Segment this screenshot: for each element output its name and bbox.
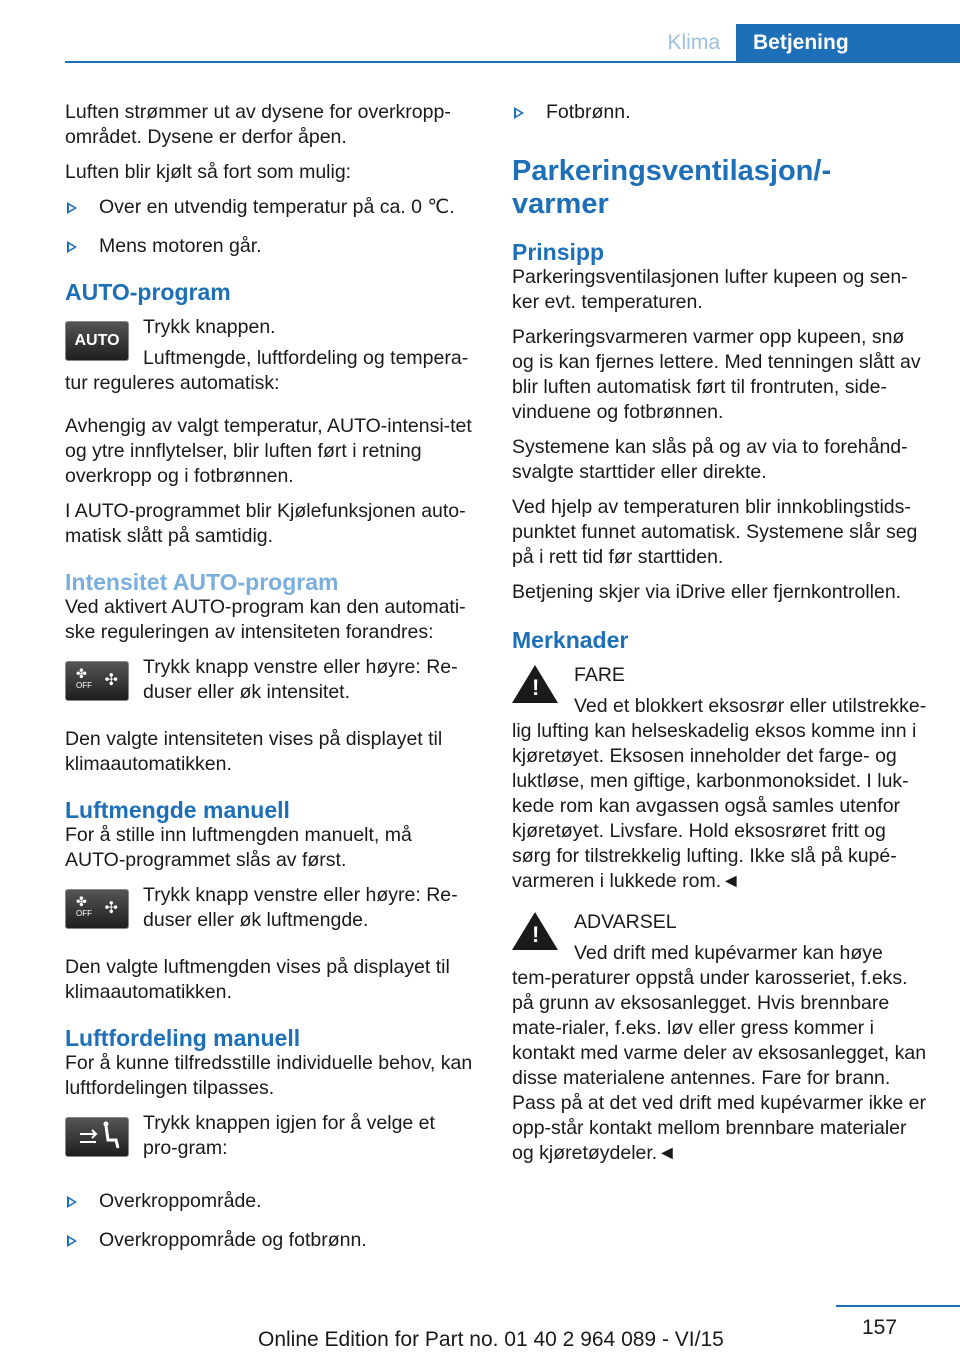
- paragraph: Trykk knappen igjen for å velge et pro-gram:: [143, 1112, 435, 1159]
- paragraph: Parkeringsventilasjonen lufter kupeen og sen-ker evt. temperaturen.: [512, 266, 908, 313]
- distribution-block: [65, 1111, 475, 1171]
- warning-triangle-icon: !: [512, 665, 558, 703]
- paragraph: Trykk knapp venstre eller høyre: Re-duser eller øk luftmengde.: [143, 884, 458, 931]
- paragraph: Ved hjelp av temperaturen blir innkoblingstids-punktet funnet automatisk. Systemene slår seg på i rett tid før starttiden.: [512, 496, 918, 568]
- triangle-bullet-icon: [67, 241, 77, 253]
- warning-title: ADVARSEL: [574, 911, 677, 933]
- section-heading-merknader: Merknader: [512, 627, 629, 653]
- footer-rule: [836, 1305, 960, 1307]
- fan-large-icon: ✣: [104, 900, 118, 917]
- left-column: [65, 100, 475, 1267]
- auto-button-image: AUTO: [65, 321, 129, 361]
- warning-fare: [512, 663, 927, 894]
- warning-advarsel: [512, 910, 927, 1166]
- bullet-list: [65, 1189, 475, 1253]
- paragraph: Luften blir kjølt så fort som mulig:: [65, 161, 352, 183]
- section-title-parkering: Parkeringsventilasjon/-varmer: [512, 155, 832, 220]
- fan-large-icon: ✣: [104, 672, 118, 689]
- triangle-bullet-icon: [514, 107, 524, 119]
- footer-edition: Online Edition for Part no. 01 40 2 964 089 - VI/15: [258, 1328, 724, 1351]
- section-heading-luftfordeling: Luftfordeling manuell: [65, 1025, 301, 1051]
- paragraph: Parkeringsvarmeren varmer opp kupeen, snø og is kan fjernes lettere. Med tenningen slått av blir luften automatisk ført til frontruten, side-vinduene og fotbrønnen.: [512, 326, 921, 423]
- triangle-bullet-icon: [67, 1196, 77, 1208]
- section-heading-intensitet: Intensitet AUTO-program: [65, 569, 339, 595]
- paragraph: Den valgte intensiteten vises på displayet til klimaautomatikken.: [65, 728, 443, 775]
- paragraph: Luften strømmer ut av dysene for overkropp-området. Dysene er derfor åpen.: [65, 101, 451, 148]
- warning-text: Ved drift med kupévarmer kan høye tem-peraturer oppstå under karosseriet, f.eks. på grunn av eksosanlegget. Hvis brennbare mate-rialer, f.eks. løv eller gress kommer i kontakt med varme deler av eksosanlegget, kan disse materialene antennes. Fare for brann. Pass på at det ved drift med kupévarmer ikke er opp-står kontakt mellom brennbare materialer og kjøretøydeler.◄: [512, 942, 927, 1164]
- list-item: Over en utvendig temperatur på ca. 0 ℃.: [65, 195, 475, 220]
- paragraph: Ved aktivert AUTO-program kan den automati-ske reguleringen av intensiteten forandres:: [65, 596, 466, 643]
- intensity-block: [65, 655, 475, 715]
- warning-text: Ved et blokkert eksosrør eller utilstrekke-lig lufting kan helseskadelig eksos komme inn i kjøretøyet. Eksosen inneholder det farge- og luktløse, men giftige, karbonmonoksidet. I luk-kede rom kan avgassen også samles utenfor kjøretøyet. Livsfare. Hold eksosrøret fritt og sørg for tilstrekkelig lufting. Ikke slå på kupé-varmeren i lukkede rom.◄: [512, 695, 927, 892]
- auto-block: [65, 315, 475, 406]
- paragraph: For å stille inn luftmengden manuelt, må AUTO-programmet slås av først.: [65, 824, 412, 871]
- section-heading-auto: AUTO-program: [65, 279, 231, 305]
- paragraph: I AUTO-programmet blir Kjølefunksjonen auto-matisk slått på samtidig.: [65, 500, 466, 547]
- triangle-bullet-icon: [67, 202, 77, 214]
- paragraph: Trykk knappen.: [143, 316, 276, 338]
- list-item: Overkroppområde og fotbrønn.: [65, 1228, 475, 1253]
- fan-small-icon: ✤: [76, 894, 87, 909]
- tab-klima[interactable]: Klima: [667, 31, 720, 54]
- header-rule: [65, 61, 960, 63]
- section-heading-luftmengde: Luftmengde manuell: [65, 797, 290, 823]
- paragraph: Den valgte luftmengden vises på displayet til klimaautomatikken.: [65, 956, 450, 1003]
- paragraph: Avhengig av valgt temperatur, AUTO-intensi-tet og ytre innflytelser, blir luften ført i retning overkropp og i fotbrønnen.: [65, 415, 472, 487]
- paragraph: Betjening skjer via iDrive eller fjernkontrollen.: [512, 581, 902, 603]
- fan-small-icon: ✤: [76, 666, 87, 681]
- paragraph: Luftmengde, luftfordeling og tempera-tur reguleres automatisk:: [65, 347, 469, 394]
- paragraph: For å kunne tilfredsstille individuelle behov, kan luftfordelingen tilpasses.: [65, 1052, 473, 1099]
- paragraph: Systemene kan slås på og av via to forehånd-svalgte starttider eller direkte.: [512, 436, 908, 483]
- paragraph: Trykk knapp venstre eller høyre: Re-duser eller øk intensitet.: [143, 656, 458, 703]
- warning-title: FARE: [574, 664, 625, 686]
- bullet-list: [65, 195, 475, 259]
- tab-betjening[interactable]: Betjening: [736, 24, 960, 62]
- bullet-list: [512, 100, 927, 125]
- fan-button-image: ✤ OFF ✣: [65, 661, 129, 701]
- right-column: [512, 100, 927, 1182]
- list-item: Fotbrønn.: [512, 100, 927, 125]
- page-number: 157: [862, 1316, 898, 1339]
- list-item: Mens motoren går.: [65, 234, 475, 259]
- seat-airflow-icon: [66, 1118, 128, 1156]
- section-heading-prinsipp: Prinsipp: [512, 239, 605, 265]
- warning-triangle-icon: !: [512, 912, 558, 950]
- fan-button-image: ✤ OFF ✣: [65, 889, 129, 929]
- air-distribution-button-image: [65, 1117, 129, 1157]
- airflow-block: [65, 883, 475, 943]
- list-item: Overkroppområde.: [65, 1189, 475, 1214]
- triangle-bullet-icon: [67, 1235, 77, 1247]
